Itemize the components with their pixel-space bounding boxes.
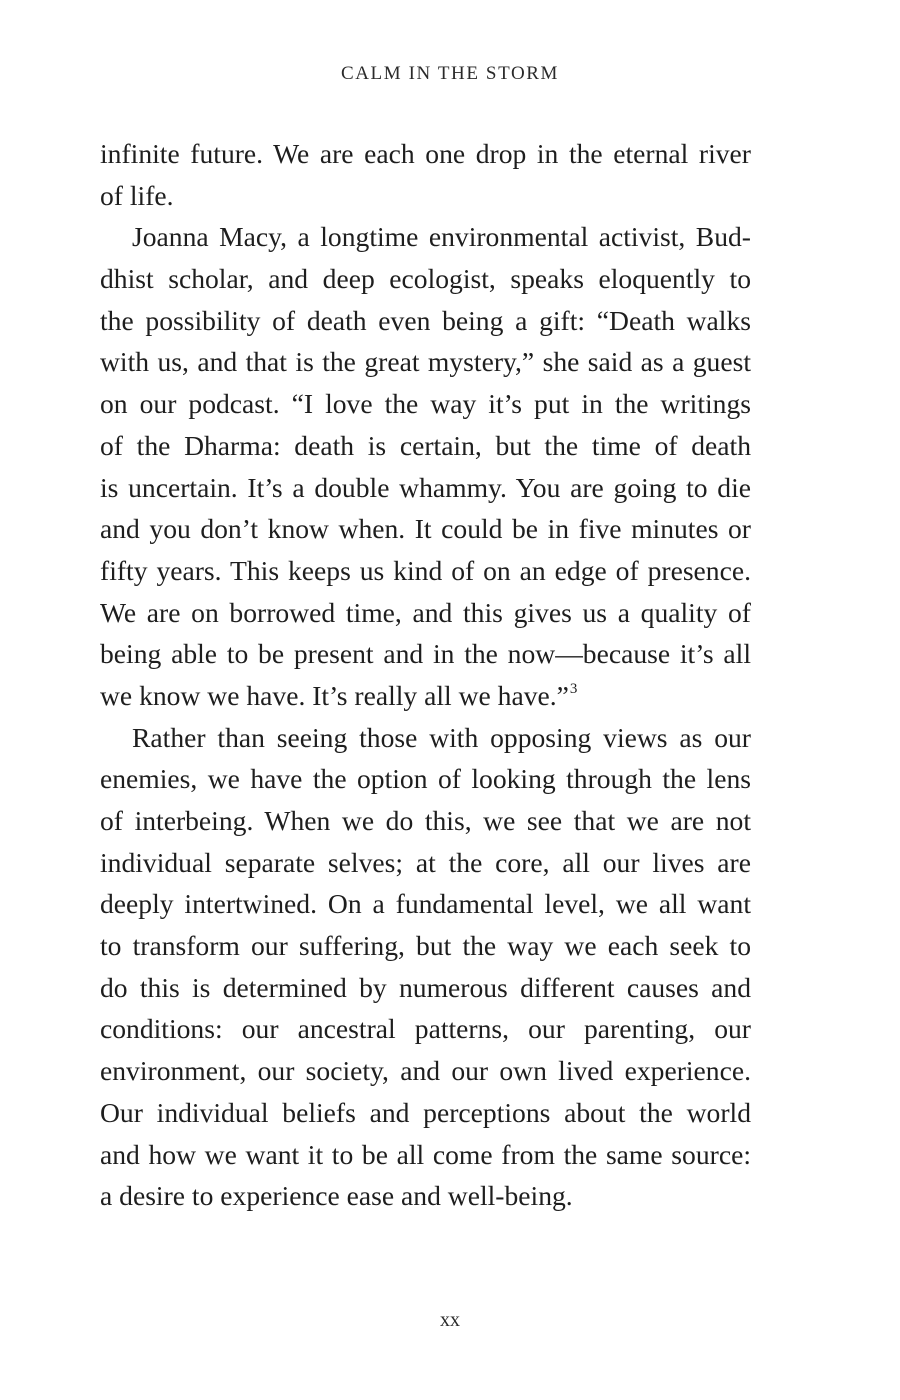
text-line: is uncertain. It’s a double whammy. You are going to die [100,471,751,503]
text-line: of interbeing. When we do this, we see that we are not [100,805,751,836]
text-line: to transform our suffering, but the way we each seek to [100,930,751,962]
footnote-reference[interactable]: 3 [569,680,578,697]
text-line: deeply intertwined. On a fundamental level, we all want [100,888,751,920]
text-line-text: we know we have. It’s really all we have.” [100,679,569,711]
text-line: do this is determined by numerous different causes and [100,971,751,1003]
text-line-with-footnote [100,675,751,717]
text-line: the possibility of death even being a gift: “Death walks [100,304,751,336]
paragraph-2 [100,216,751,716]
text-line: Joanna Macy, a longtime environmental activist, Bud- [132,221,751,253]
text-line: dhist scholar, and deep ecologist, speaks eloquently to [100,263,751,295]
text-line: with us, and that is the great mystery,” she said as a guest [100,346,751,378]
running-head: CALM IN THE STORM [340,63,560,84]
text-line: enemies, we have the option of looking through the lens [100,763,751,795]
text-line: Our individual beliefs and perceptions about the world [100,1096,751,1128]
text-line: environment, our society, and our own lived experience. [100,1055,751,1087]
text-line: and you don’t know when. It could be in five minutes or [100,513,751,545]
text-line: Rather than seeing those with opposing views as our [132,721,751,753]
text-line: a desire to experience ease and well-being. [100,1180,573,1212]
paragraph-3 [100,717,751,1217]
text-line: infinite future. We are each one drop in the eternal river [100,138,751,169]
text-line: individual separate selves; at the core, all our lives are [100,846,751,878]
paragraph-1 [100,133,751,216]
text-line: on our podcast. “I love the way it’s put in the writings [100,388,751,420]
text-line: being able to be present and in the now—because it’s all [100,638,751,670]
text-line: conditions: our ancestral patterns, our parenting, our [100,1013,751,1045]
text-line: We are on borrowed time, and this gives us a quality of [100,596,751,628]
text-line: of the Dharma: death is certain, but the time of death [100,429,751,461]
page-number: xx [440,1309,460,1331]
text-line: and how we want it to be all come from the same source: [100,1138,751,1170]
text-line: of life. [100,179,174,211]
text-line: fifty years. This keeps us kind of on an edge of presence. [100,554,751,586]
body-text [100,133,751,1217]
